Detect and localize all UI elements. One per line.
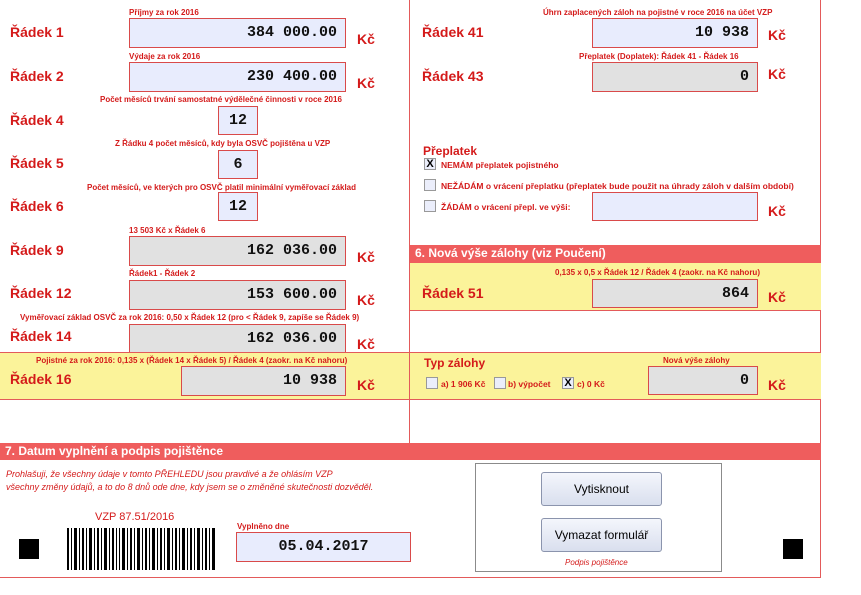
row6-months-field[interactable]: 12: [218, 192, 258, 221]
row12-unit: Kč: [357, 292, 375, 308]
refund-unit: Kč: [768, 203, 786, 219]
row14-computed-field: 162 036.00: [129, 324, 346, 354]
section7-header: 7. Datum vyplnění a podpis pojištěnce: [0, 443, 821, 460]
row51-caption: 0,135 x 0,5 x Řádek 12 / Řádek 4 (zaokr. na Kč nahoru): [555, 268, 760, 277]
row41-label: Řádek 41: [422, 24, 484, 40]
row16-premium-field: 10 938: [181, 366, 346, 396]
row4-months-field[interactable]: 12: [218, 106, 258, 135]
row2-unit: Kč: [357, 75, 375, 91]
row12-caption: Řádek1 - Řádek 2: [129, 269, 196, 278]
advance-type-a-checkbox[interactable]: [426, 377, 438, 389]
row41-payments-field[interactable]: 10 938: [592, 18, 758, 48]
row2-caption: Výdaje za rok 2016: [129, 52, 201, 61]
row14-caption: Vyměřovací základ OSVČ za rok 2016: 0,50 x Řádek 12 (pro < Řádek 9, zapíše se Řádek 9): [20, 313, 360, 322]
refund-request-checkbox[interactable]: [424, 200, 436, 212]
row51-unit: Kč: [768, 289, 786, 305]
refund-request-label: ŽÁDÁM o vrácení přepl. ve výši:: [441, 202, 571, 212]
barcode-image: [67, 528, 217, 570]
row6-label: Řádek 6: [10, 198, 64, 214]
new-advance-field: 0: [648, 366, 758, 395]
row4-caption: Počet měsíců trvání samostatné výdělečné činnosti v roce 2016: [100, 95, 342, 104]
new-advance-unit: Kč: [768, 377, 786, 393]
row12-label: Řádek 12: [10, 285, 72, 301]
row43-unit: Kč: [768, 66, 786, 82]
row5-caption: Z Řádku 4 počet měsíců, kdy byla OSVČ pojištěna u VZP: [115, 139, 331, 148]
row4-label: Řádek 4: [10, 112, 64, 128]
row41-caption: Úhrn zaplacených záloh na pojistné v roce 2016 na účet VZP: [543, 8, 773, 17]
row2-label: Řádek 2: [10, 68, 64, 84]
refund-amount-field[interactable]: [592, 192, 758, 221]
row6-caption: Počet měsíců, ve kterých pro OSVČ platil minimální vyměřovací základ: [87, 183, 356, 192]
clear-form-button[interactable]: Vymazat formulář: [541, 518, 662, 552]
declaration-line2: všechny změny údajů, a to do 8 dnů ode dne, kdy jsem se o změněné skutečnosti dozvěděl.: [6, 482, 374, 492]
row2-expenses-field[interactable]: 230 400.00: [129, 62, 346, 92]
row5-label: Řádek 5: [10, 155, 64, 171]
advance-type-title: Typ zálohy: [424, 356, 486, 370]
left-marker: [19, 539, 39, 559]
row41-unit: Kč: [768, 27, 786, 43]
row43-caption: Přeplatek (Doplatek): Řádek 41 - Řádek 16: [579, 52, 739, 61]
no-refund-label: NEŽÁDÁM o vrácení přeplatku (přeplatek bude použit na úhrady záloh v dalším období): [441, 181, 794, 191]
overpayment-title: Přeplatek: [423, 144, 478, 158]
right-marker: [783, 539, 803, 559]
row9-label: Řádek 9: [10, 242, 64, 258]
row16-label: Řádek 16: [10, 371, 72, 387]
row1-unit: Kč: [357, 31, 375, 47]
date-caption: Vyplněno dne: [237, 522, 290, 531]
new-advance-caption: Nová výše zálohy: [663, 356, 730, 365]
row9-caption: 13 503 Kč x Řádek 6: [129, 226, 206, 235]
section6-header: 6. Nová výše zálohy (viz Poučení): [410, 245, 821, 263]
advance-type-c-label: c) 0 Kč: [577, 379, 605, 389]
row43-label: Řádek 43: [422, 68, 484, 84]
row5-months-field[interactable]: 6: [218, 150, 258, 179]
advance-type-a-label: a) 1 906 Kč: [441, 379, 486, 389]
row16-caption: Pojistné za rok 2016: 0,135 x (Řádek 14 x Řádek 5) / Řádek 4 (zaokr. na Kč nahoru): [36, 356, 348, 365]
row14-unit: Kč: [357, 336, 375, 352]
no-overpayment-checkbox[interactable]: X: [424, 158, 436, 170]
date-field[interactable]: 05.04.2017: [236, 532, 411, 562]
advance-type-b-label: b) výpočet: [508, 379, 551, 389]
no-refund-checkbox[interactable]: [424, 179, 436, 191]
no-overpayment-label: NEMÁM přeplatek pojistného: [441, 160, 559, 170]
row51-advance-field: 864: [592, 279, 758, 308]
print-button[interactable]: Vytisknout: [541, 472, 662, 506]
row1-label: Řádek 1: [10, 24, 64, 40]
form-code: VZP 87.51/2016: [95, 511, 175, 523]
declaration-line1: Prohlašuji, že všechny údaje v tomto PŘEHLEDU jsou pravdivé a že ohlásím VZP: [6, 469, 333, 479]
row14-label: Řádek 14: [10, 328, 72, 344]
row1-caption: Příjmy za rok 2016: [129, 8, 199, 17]
row9-unit: Kč: [357, 249, 375, 265]
row51-label: Řádek 51: [422, 285, 484, 301]
row16-unit: Kč: [357, 377, 375, 393]
row12-computed-field: 153 600.00: [129, 280, 346, 310]
signature-caption: Podpis pojištěnce: [565, 558, 628, 567]
advance-type-b-checkbox[interactable]: [494, 377, 506, 389]
advance-type-c-checkbox[interactable]: X: [562, 377, 574, 389]
row43-overpayment-field: 0: [592, 62, 758, 92]
row1-income-field[interactable]: 384 000.00: [129, 18, 346, 48]
row9-computed-field: 162 036.00: [129, 236, 346, 266]
